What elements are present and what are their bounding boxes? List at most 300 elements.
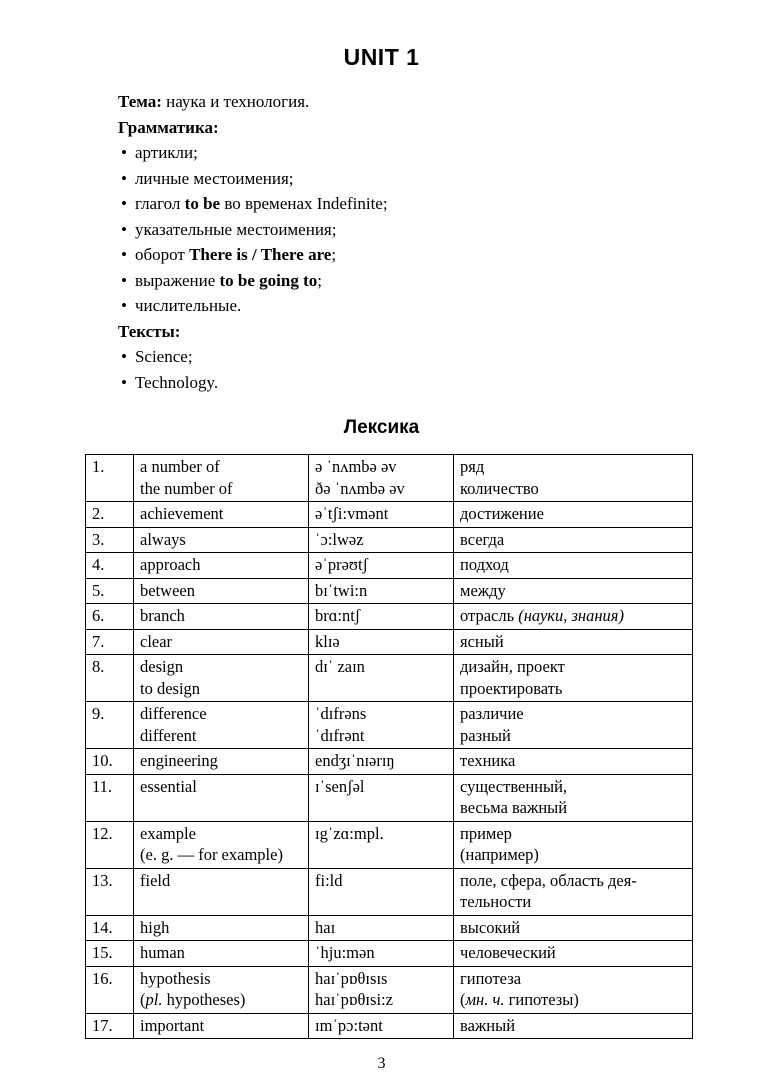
cell-line — [92, 823, 127, 845]
cell-line — [92, 605, 127, 627]
text-segment: always — [140, 529, 186, 549]
text-segment: dɪˈ zaɪn — [315, 657, 365, 676]
text-segment: мн. ч. — [465, 990, 505, 1009]
table-row — [86, 502, 693, 528]
text-segment: to be going to — [219, 270, 318, 290]
cell-transcription — [309, 941, 454, 967]
cell-english — [134, 604, 309, 630]
text-segment: человеческий — [460, 943, 556, 962]
cell-line — [92, 656, 127, 678]
cell-number — [86, 868, 134, 915]
table-row — [86, 455, 693, 502]
text-segment: ˈɔ:lwəz — [315, 529, 364, 549]
cell-translation — [454, 655, 693, 702]
text-segment: branch — [140, 606, 185, 625]
cell-line — [92, 776, 127, 798]
bullet-icon: • — [121, 194, 127, 213]
cell-line — [460, 797, 686, 819]
cell-line — [460, 703, 686, 725]
text-segment: Technology. — [134, 372, 219, 392]
cell-english — [134, 821, 309, 868]
cell-english — [134, 1013, 309, 1039]
cell-transcription — [309, 868, 454, 915]
cell-line — [315, 605, 447, 627]
cell-number — [86, 1013, 134, 1039]
cell-transcription — [309, 749, 454, 775]
table-row — [86, 702, 693, 749]
text-segment: ɪˈsenʃəl — [315, 776, 365, 796]
cell-line — [92, 968, 127, 990]
cell-line — [460, 776, 686, 798]
cell-translation — [454, 702, 693, 749]
cell-english — [134, 749, 309, 775]
text-segment: дизайн, проект — [460, 657, 565, 676]
text-segment: high — [140, 917, 170, 937]
text-segment: между — [460, 580, 506, 600]
table-row — [86, 774, 693, 821]
text-segment: important — [140, 1015, 205, 1035]
text-segment: əˈtʃi:vmənt — [315, 504, 389, 523]
text-segment: 2. — [92, 504, 105, 523]
cell-number — [86, 966, 134, 1013]
cell-number — [86, 749, 134, 775]
lexicon-heading: Лексика — [343, 417, 420, 438]
text-segment: числительные. — [134, 296, 242, 315]
cell-line — [140, 656, 302, 678]
cell-line — [92, 503, 127, 525]
cell-english — [134, 553, 309, 579]
bullet-item — [118, 140, 703, 166]
cell-transcription — [309, 502, 454, 528]
cell-line — [92, 703, 127, 725]
bullet-icon: • — [121, 347, 127, 366]
lexicon-table — [85, 454, 693, 1039]
cell-translation — [454, 821, 693, 868]
text-segment: ˈdɪfrəns — [315, 704, 367, 723]
cell-line — [315, 823, 447, 845]
cell-line — [315, 750, 447, 772]
text-segment: essential — [140, 776, 197, 796]
cell-number — [86, 774, 134, 821]
cell-translation — [454, 966, 693, 1013]
cell-line — [315, 703, 447, 725]
bullet-item — [118, 293, 703, 319]
cell-translation — [454, 455, 693, 502]
text-segment: артикли; — [134, 143, 198, 162]
cell-line — [315, 1015, 447, 1037]
text-segment: achievement — [140, 504, 224, 523]
text-segment: between — [140, 580, 195, 600]
cell-line — [460, 1015, 686, 1037]
cell-english — [134, 868, 309, 915]
cell-number — [86, 655, 134, 702]
cell-line — [460, 844, 686, 866]
text-segment: 5. — [92, 580, 105, 600]
bullet-item — [118, 242, 703, 268]
cell-english — [134, 655, 309, 702]
cell-translation — [454, 604, 693, 630]
text-segment: to design — [140, 678, 201, 698]
text-segment: to be — [184, 194, 221, 213]
text-segment: 9. — [92, 704, 105, 723]
bullet-icon: • — [121, 219, 127, 239]
text-segment: пример — [460, 823, 512, 843]
cell-english — [134, 578, 309, 604]
text-segment: существенный, — [460, 776, 568, 796]
cell-number — [86, 502, 134, 528]
text-segment: гипотезы) — [504, 990, 579, 1009]
table-row — [86, 915, 693, 941]
cell-number — [86, 821, 134, 868]
cell-line — [140, 703, 302, 725]
cell-line — [460, 989, 686, 1011]
text-segment: (например) — [460, 845, 539, 864]
text-segment: the number of — [140, 478, 233, 498]
cell-line — [140, 942, 302, 964]
text-segment: brɑ:ntʃ — [315, 606, 361, 625]
cell-line — [315, 554, 447, 576]
cell-transcription — [309, 966, 454, 1013]
text-segment: во временах Indefinite; — [220, 194, 388, 213]
text-segment: 16. — [92, 968, 113, 988]
text-segment: design — [140, 657, 184, 676]
table-row — [86, 553, 693, 579]
cell-line — [460, 580, 686, 602]
bullet-icon: • — [121, 245, 127, 264]
cell-line — [140, 503, 302, 525]
bullet-item — [118, 268, 703, 294]
cell-line — [460, 678, 686, 700]
text-segment: difference — [140, 704, 207, 723]
cell-line — [315, 456, 447, 478]
table-row — [86, 966, 693, 1013]
cell-line — [92, 917, 127, 939]
cell-line — [460, 554, 686, 576]
cell-line — [92, 870, 127, 892]
cell-english — [134, 915, 309, 941]
table-row — [86, 527, 693, 553]
text-segment: hypothesis — [140, 968, 211, 988]
cell-line — [92, 1015, 127, 1037]
cell-line — [460, 503, 686, 525]
cell-line — [460, 656, 686, 678]
bullet-icon: • — [121, 143, 127, 162]
cell-transcription — [309, 774, 454, 821]
text-segment: 10. — [92, 751, 113, 770]
cell-transcription — [309, 455, 454, 502]
cell-line — [460, 891, 686, 913]
text-segment: 3. — [92, 529, 105, 549]
table-row — [86, 629, 693, 655]
intro-line — [118, 89, 703, 115]
intro-line — [118, 115, 703, 141]
text-segment: весьма важный — [460, 798, 568, 817]
bullet-item — [118, 191, 703, 217]
cell-line — [460, 968, 686, 990]
cell-translation — [454, 1013, 693, 1039]
text-segment: наука и технология. — [161, 92, 310, 111]
cell-number — [86, 527, 134, 553]
cell-line — [315, 725, 447, 747]
text-segment: Грамматика: — [118, 117, 219, 137]
text-segment: clear — [140, 631, 173, 651]
table-row — [86, 655, 693, 702]
text-segment: поле, сфера, область дея- — [460, 870, 637, 890]
text-segment: выражение — [134, 270, 220, 290]
cell-transcription — [309, 915, 454, 941]
cell-line — [140, 844, 302, 866]
cell-line — [460, 456, 686, 478]
text-segment: ( — [140, 990, 146, 1009]
text-segment: разный — [460, 725, 511, 745]
cell-line — [140, 725, 302, 747]
text-segment: глагол — [134, 194, 185, 213]
cell-line — [140, 554, 302, 576]
text-segment: ˈdɪfrənt — [315, 725, 365, 745]
cell-line — [140, 917, 302, 939]
text-segment: 8. — [92, 657, 105, 676]
text-segment: ; — [331, 245, 337, 264]
text-segment: ряд — [460, 457, 485, 476]
cell-number — [86, 578, 134, 604]
cell-transcription — [309, 702, 454, 749]
cell-line — [315, 529, 447, 551]
page-title: UNIT 1 — [343, 44, 420, 70]
cell-line — [140, 605, 302, 627]
cell-number — [86, 553, 134, 579]
cell-english — [134, 527, 309, 553]
text-segment: 4. — [92, 555, 105, 574]
text-segment: ; — [317, 270, 322, 290]
cell-line — [460, 725, 686, 747]
text-segment: ɪmˈpɔ:tənt — [315, 1015, 383, 1035]
cell-transcription — [309, 821, 454, 868]
cell-english — [134, 502, 309, 528]
cell-translation — [454, 774, 693, 821]
text-segment: hypotheses) — [162, 990, 246, 1009]
cell-line — [315, 917, 447, 939]
cell-line — [140, 968, 302, 990]
text-segment: əˈprəʊtʃ — [315, 555, 369, 574]
table-row — [86, 749, 693, 775]
cell-line — [140, 580, 302, 602]
text-segment: different — [140, 725, 197, 745]
cell-line — [140, 456, 302, 478]
cell-line — [140, 631, 302, 653]
text-segment: approach — [140, 555, 201, 574]
table-row — [86, 868, 693, 915]
cell-english — [134, 629, 309, 655]
cell-line — [140, 870, 302, 892]
cell-line — [460, 823, 686, 845]
text-segment: проектировать — [460, 678, 563, 698]
cell-translation — [454, 941, 693, 967]
text-segment: haɪˈpɒθɪsi:z — [315, 990, 393, 1009]
cell-translation — [454, 578, 693, 604]
text-segment: klɪə — [315, 631, 340, 651]
cell-line — [92, 554, 127, 576]
text-segment: достижение — [460, 504, 544, 523]
text-segment: 15. — [92, 943, 113, 962]
intro-line — [118, 319, 703, 345]
text-segment: тельности — [460, 892, 532, 911]
text-segment: всегда — [460, 529, 505, 549]
text-segment: ðə ˈnʌmbə əv — [315, 478, 405, 498]
text-segment: ясный — [460, 631, 504, 651]
bullet-icon: • — [121, 168, 127, 188]
cell-line — [140, 529, 302, 551]
text-segment: количество — [460, 478, 539, 498]
text-segment: различие — [460, 704, 524, 723]
text-segment: подход — [460, 555, 509, 574]
bullet-item — [118, 217, 703, 243]
cell-number — [86, 915, 134, 941]
text-segment: 13. — [92, 870, 113, 890]
cell-transcription — [309, 553, 454, 579]
cell-english — [134, 774, 309, 821]
text-segment: Тема: — [118, 92, 162, 111]
cell-line — [460, 750, 686, 772]
text-segment: pl. — [145, 990, 163, 1009]
cell-line — [315, 968, 447, 990]
text-segment: (e. g. — for example) — [140, 845, 283, 864]
text-segment: field — [140, 870, 171, 890]
bullet-icon: • — [121, 296, 127, 315]
cell-line — [92, 631, 127, 653]
cell-line — [140, 776, 302, 798]
cell-translation — [454, 915, 693, 941]
cell-line — [460, 529, 686, 551]
text-segment: 6. — [92, 606, 105, 625]
cell-translation — [454, 502, 693, 528]
cell-line — [92, 942, 127, 964]
text-segment: 1. — [92, 457, 105, 476]
text-segment: высокий — [460, 917, 521, 937]
cell-line — [460, 942, 686, 964]
bullet-icon: • — [121, 372, 127, 392]
text-segment: human — [140, 943, 185, 962]
table-row — [86, 941, 693, 967]
text-segment: важный — [460, 1015, 516, 1035]
cell-line — [140, 1015, 302, 1037]
text-segment: fi:ld — [315, 870, 343, 890]
bullet-item — [118, 370, 703, 396]
cell-english — [134, 941, 309, 967]
text-segment: указательные местоимения; — [134, 219, 337, 239]
cell-transcription — [309, 655, 454, 702]
cell-number — [86, 604, 134, 630]
table-row — [86, 578, 693, 604]
text-segment: engineering — [140, 751, 218, 770]
text-segment: ( — [460, 990, 466, 1009]
cell-line — [315, 989, 447, 1011]
cell-translation — [454, 749, 693, 775]
cell-transcription — [309, 527, 454, 553]
text-segment: техника — [460, 751, 516, 770]
bullet-item — [118, 344, 703, 370]
text-segment: haɪˈpɒθɪsɪs — [315, 968, 388, 988]
text-segment: haɪ — [315, 917, 336, 937]
cell-number — [86, 941, 134, 967]
cell-line — [92, 529, 127, 551]
cell-line — [140, 823, 302, 845]
cell-transcription — [309, 578, 454, 604]
cell-line — [140, 989, 302, 1011]
cell-line — [460, 917, 686, 939]
cell-line — [315, 776, 447, 798]
text-segment: 11. — [92, 776, 113, 796]
bullet-item — [118, 166, 703, 192]
text-segment: личные местоимения; — [134, 168, 294, 188]
cell-line — [140, 478, 302, 500]
cell-line — [92, 580, 127, 602]
cell-english — [134, 702, 309, 749]
cell-translation — [454, 527, 693, 553]
text-segment: 14. — [92, 917, 113, 937]
cell-number — [86, 629, 134, 655]
text-segment: 17. — [92, 1015, 113, 1035]
cell-english — [134, 455, 309, 502]
bullet-icon: • — [121, 270, 127, 290]
text-segment: ɪgˈzɑ:mpl. — [315, 823, 384, 843]
text-segment: bɪˈtwi:n — [315, 580, 368, 600]
text-segment: оборот — [134, 245, 190, 264]
text-segment: example — [140, 823, 196, 843]
cell-line — [460, 478, 686, 500]
text-segment: Тексты: — [118, 321, 181, 341]
cell-transcription — [309, 604, 454, 630]
page-number: 3 — [377, 1055, 386, 1072]
cell-number — [86, 702, 134, 749]
cell-translation — [454, 629, 693, 655]
cell-line — [315, 870, 447, 892]
text-segment: гипотеза — [460, 968, 522, 988]
cell-line — [315, 478, 447, 500]
text-segment: a number of — [140, 457, 220, 476]
cell-translation — [454, 553, 693, 579]
cell-number — [86, 455, 134, 502]
cell-line — [315, 656, 447, 678]
cell-line — [315, 631, 447, 653]
cell-english — [134, 966, 309, 1013]
table-row — [86, 1013, 693, 1039]
intro-section — [118, 89, 703, 395]
cell-line — [315, 580, 447, 602]
text-segment: 7. — [92, 631, 105, 651]
cell-transcription — [309, 1013, 454, 1039]
text-segment: There is / There are — [189, 245, 332, 264]
cell-line — [140, 750, 302, 772]
text-segment: (науки, знания) — [518, 606, 624, 625]
text-segment: отрасль — [460, 606, 519, 625]
cell-translation — [454, 868, 693, 915]
cell-line — [460, 870, 686, 892]
cell-line — [460, 605, 686, 627]
text-segment: ˈhju:mən — [315, 943, 375, 962]
cell-line — [92, 750, 127, 772]
cell-line — [92, 456, 127, 478]
cell-line — [140, 678, 302, 700]
text-segment: ə ˈnʌmbə əv — [315, 457, 397, 476]
cell-line — [315, 503, 447, 525]
text-segment: Science; — [134, 347, 193, 366]
text-segment: 12. — [92, 823, 113, 843]
cell-line — [460, 631, 686, 653]
cell-transcription — [309, 629, 454, 655]
table-row — [86, 821, 693, 868]
cell-line — [315, 942, 447, 964]
text-segment: endʒɪˈnɪərɪŋ — [315, 751, 395, 770]
